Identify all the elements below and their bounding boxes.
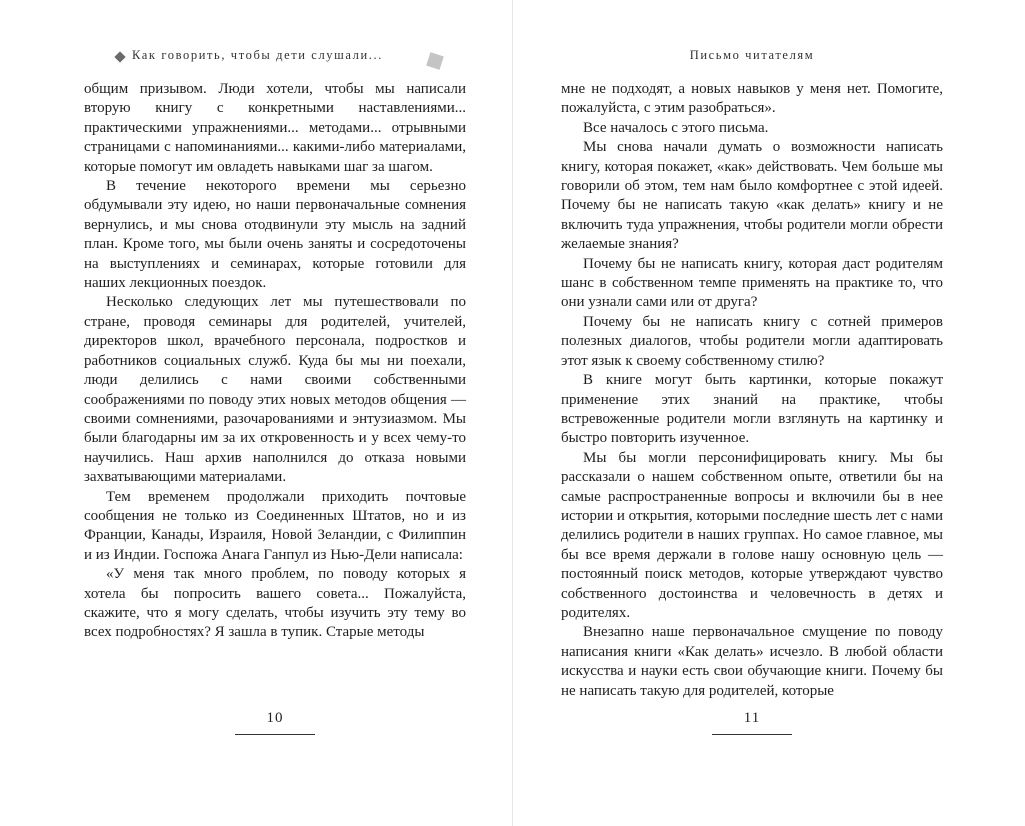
paragraph: Все началось с этого письма. bbox=[583, 119, 769, 136]
page-gutter bbox=[512, 0, 513, 826]
paragraph: В течение некоторого времени мы серьезно обдумывали эту идею, но наши первоначальные сомнения вернулись, и мы снова отодвинули эту мысль на задний план. Кроме того, мы были очень заняты и сосредоточены на выступлениях и семинарах, которые готовили для наших лекционных поездок. bbox=[84, 178, 466, 292]
left-running-head-text: Как говорить, чтобы дети слушали... bbox=[132, 48, 383, 62]
quote-paragraph: «У меня так много проблем, по поводу которых я хотела бы попросить вашего совета... Пожалуйста, скажите, что я могу сделать, чтобы изучить эту тему во всех подробностях? Я зашла в тупик. Старые методы bbox=[84, 566, 466, 641]
left-page bbox=[84, 0, 466, 826]
paragraph: мне не подходят, а новых навыков у меня нет. Помогите, пожалуйста, с этим разобраться». bbox=[561, 81, 943, 117]
left-page-number-rule bbox=[235, 734, 315, 735]
paragraph: Почему бы не написать книгу с сотней примеров полезных диалогов, чтобы родители могли адаптировать этот язык к своему собственному стилю? bbox=[561, 313, 943, 369]
paragraph: Несколько следующих лет мы путешествовали по стране, проводя семинары для родителей, учителей, директоров школ, врачебного персонала, подростков и работников социальных служб. Куда бы мы ни поехали, люди делились с нами своими собственными соображениями по поводу этих новых методов общения — своими сомнениями, разочарованиями и энтузиазмом. Мы были благодарны им за их откровенность и у всех чему-то научились. Наш архив наполнился до отказа новыми захватывающими материалами. bbox=[84, 294, 466, 486]
left-running-head bbox=[84, 48, 466, 66]
grey-diamond-ornament-icon bbox=[426, 52, 444, 70]
left-page-number: 10 bbox=[266, 710, 284, 726]
left-body-text bbox=[84, 80, 466, 643]
right-running-head-text: Письмо читателям bbox=[689, 48, 815, 62]
right-running-head bbox=[561, 48, 943, 66]
paragraph: Тем временем продолжали приходить почтовые сообщения не только из Соединенных Штатов, но и из Франции, Канады, Израиля, Новой Зеландии, с Филиппин и из Индии. Госпожа Анага Ганпул из Нью-Дели написала: bbox=[84, 488, 466, 563]
paragraph: Почему бы не написать книгу, которая даст родителям шанс в собственном темпе применять на практике то, что они узнали сами или от друга? bbox=[561, 255, 943, 311]
right-page-number-rule bbox=[712, 734, 792, 735]
paragraph: В книге могут быть картинки, которые покажут применение этих знаний на практике, чтобы встревоженные родители могли взглянуть на картинку и быстро повторить изученное. bbox=[561, 372, 943, 447]
paragraph: общим призывом. Люди хотели, чтобы мы написали вторую книгу с конкретными наставлениями... практическими упражнениями... методами... отрывными страницами с напоминаниями... какими-либо материалами, которые помогут им овладеть навыками шаг за шагом. bbox=[84, 81, 466, 175]
small-diamond-ornament-icon bbox=[114, 51, 125, 62]
paragraph: Внезапно наше первоначальное смущение по поводу написания книги «Как делать» исчезло. В любой области искусства и науки есть свои обучающие книги. Почему бы не написать такую для родителей, которые bbox=[561, 624, 943, 699]
right-page bbox=[561, 0, 943, 826]
right-body-text bbox=[561, 80, 943, 701]
paragraph: Мы снова начали думать о возможности написать книгу, которая покажет, «как» действовать. Чем больше мы говорили об этом, тем нам было комфортнее с этой идеей. Почему бы не написать такую «как делать» книгу и не включить туда упражнения, чтобы родители могли обрести желаемые знания? bbox=[561, 139, 943, 253]
right-page-number: 11 bbox=[743, 710, 761, 726]
paragraph: Мы бы могли персонифицировать книгу. Мы бы рассказали о нашем собственном опыте, ответили бы на самые распространенные вопросы и включили бы в нее истории и открытия, которыми последние шесть лет с нами делились родители в наших группах. Но самое главное, мы бы все время держали в голове нашу основную цель — постоянный поиск методов, которые утверждают чувство собственного достоинства и человечность в детях и родителях. bbox=[561, 449, 943, 621]
